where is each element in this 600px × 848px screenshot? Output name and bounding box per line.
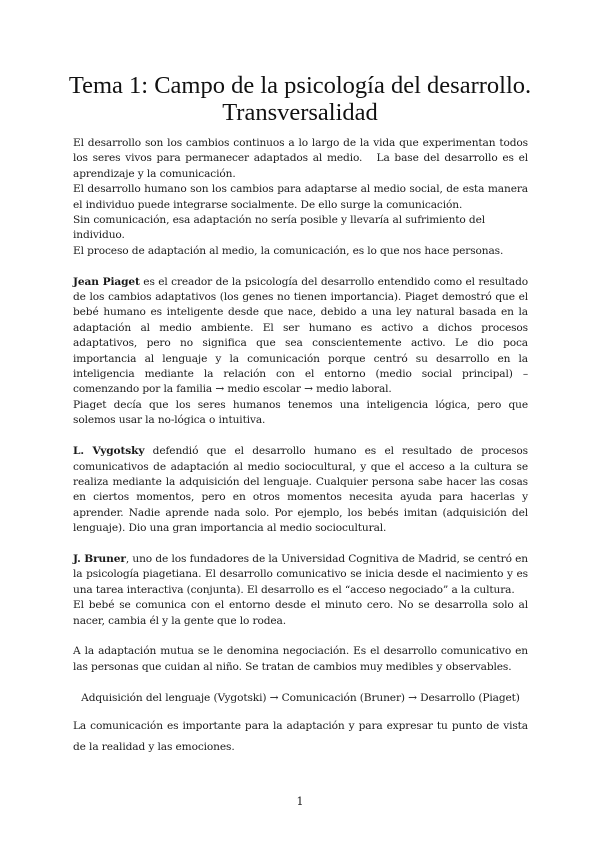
piaget-text-school: medio escolar xyxy=(227,383,301,396)
document-body xyxy=(73,136,528,759)
vygotsky-paragraph xyxy=(73,444,528,536)
page-title xyxy=(40,72,560,126)
vygotsky-text: defendió que el desarrollo humano es el resultado de procesos comunicativos de adaptación al medio sociocultural, y que el acceso a la cultura se realiza mediante la adquisición del lenguaje. Cualquier persona sabe hacer las cosas en ciertos momentos, pero en otros momentos necesita ayuda para hacerlas y aprender. Nadie aprende nada solo. Por ejemplo, los bebés imitan (adquisición del lenguaje). Dio una gran importancia al medio sociocultural. xyxy=(73,445,528,535)
page-number: 1 xyxy=(296,795,304,808)
title-line-1: Tema 1: Campo de la psicología del desarrollo. xyxy=(68,72,532,99)
intro-paragraph-1 xyxy=(73,136,528,182)
arrow-icon: → xyxy=(212,383,228,396)
intro-paragraph-3: Sin comunicación, esa adaptación no sería posible y llevaría al sufrimiento del individuo. xyxy=(73,214,486,242)
intro-sentence-1: El desarrollo son los cambios continuos a lo largo de la vida que experimentan todos los seres vivos para permanecer adaptados al medio. xyxy=(73,137,528,165)
development-chain: Adquisición del lenguaje (Vygotski) → Comunicación (Bruner) → Desarrollo (Piaget) xyxy=(81,691,520,704)
piaget-text-work: medio laboral. xyxy=(316,383,392,396)
title-line-2: Transversalidad xyxy=(222,99,378,126)
spacer xyxy=(73,706,528,716)
piaget-text: es el creador de la psicología del desarrollo entendido como el resultado de los cambios adaptativos (los genes no tienen importancia). Piaget demostró que el bebé humano es inteligente desde que nace, debido a una ley natural basada en la adaptación al medio ambiente. El ser humano es activo a dichos procesos adaptativos, pero no significa que sea conscientemente activo. Le dio poca importancia al lenguaje y la comunicación porque centró su desarrollo en la inteligencia mediante la relación con el entorno (medio social principal) – comenzando por la familia xyxy=(73,275,528,396)
spacer xyxy=(73,429,528,444)
arrow-icon: → xyxy=(300,383,317,396)
closing-paragraph: La comunicación es importante para la adaptación y para expresar tu punto de vista de la realidad y las emociones. xyxy=(73,719,528,754)
piaget-paragraph xyxy=(73,275,528,398)
bruner-text: , uno de los fundadores de la Universidad Cognitiva de Madrid, se centró en la psicología piagetiana. El desarrollo comunicativo se inicia desde el nacimiento y es una tarea interactiva (conjunta). El desarrollo es el “acceso negociado” a la cultura. xyxy=(73,552,528,596)
vygotsky-name: L. Vygotsky xyxy=(73,445,145,458)
spacer xyxy=(73,675,528,690)
spacer xyxy=(73,537,528,552)
piaget-name: Jean Piaget xyxy=(73,275,140,288)
spacer xyxy=(73,259,528,274)
intro-sentence-2: La base del desarrollo es el aprendizaje y la comunicación. xyxy=(73,152,528,180)
intro-paragraph-2: El desarrollo humano son los cambios para adaptarse al medio social, de esta manera el individuo puede integrarse socialmente. De ello surge la comunicación. xyxy=(73,183,528,211)
negotiation-paragraph: A la adaptación mutua se le denomina negociación. Es el desarrollo comunicativo en las personas que cuidan al niño. Se tratan de cambios muy medibles y observables. xyxy=(73,645,528,673)
intro-paragraph-4: El proceso de adaptación al medio, la comunicación, es lo que nos hace personas. xyxy=(73,244,504,257)
bruner-paragraph-2: El bebé se comunica con el entorno desde el minuto cero. No se desarrolla solo al nacer, cambia él y la gente que lo rodea. xyxy=(73,599,528,627)
spacer xyxy=(73,629,528,644)
bruner-name: J. Bruner xyxy=(73,552,126,565)
bruner-paragraph xyxy=(73,552,528,598)
piaget-paragraph-2: Piaget decía que los seres humanos tenemos una inteligencia lógica, pero que solemos usar la no-lógica o intuitiva. xyxy=(73,398,528,427)
